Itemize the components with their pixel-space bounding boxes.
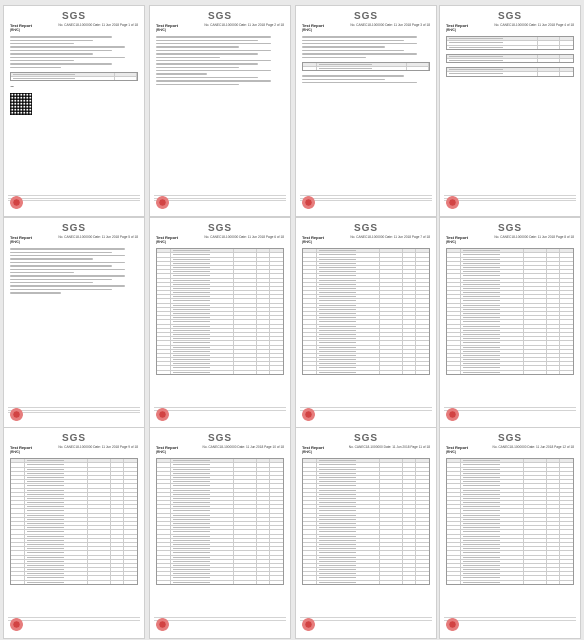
sgs-logo: SGS bbox=[497, 433, 523, 444]
page-meta: No. CANEC18-1000000 Date: 11 Jun 2018 Page 9 of 18 bbox=[58, 445, 138, 449]
results-table bbox=[302, 458, 430, 585]
results-table bbox=[302, 248, 430, 375]
page-meta: No. CANEC18-1000000 Date: 11 Jun 2018 Page 11 of 18 bbox=[348, 445, 430, 449]
sgs-logo: SGS bbox=[353, 223, 379, 234]
seal-stamp bbox=[446, 196, 459, 209]
report-page-10 bbox=[150, 428, 290, 638]
report-page-6 bbox=[150, 218, 290, 428]
page-subtitle: (RH/C) bbox=[446, 239, 456, 244]
page-meta: No. CANEC18-1000000 Date: 11 Jun 2018 Page 2 of 18 bbox=[204, 23, 284, 27]
report-page-11 bbox=[296, 428, 436, 638]
page-title: Test Report bbox=[446, 23, 468, 28]
qr-code bbox=[10, 93, 32, 115]
page-subtitle: (RH/C) bbox=[156, 27, 166, 32]
sgs-logo: SGS bbox=[61, 433, 87, 444]
page-title: Test Report bbox=[302, 445, 324, 450]
page-meta: No. CANEC18-1000000 Date: 11 Jun 2018 Page 6 of 18 bbox=[204, 235, 284, 239]
page-subtitle: (RH/C) bbox=[302, 449, 312, 454]
page-subtitle: (RH/C) bbox=[10, 239, 20, 244]
page-subtitle: (RH/C) bbox=[10, 449, 20, 454]
table-row bbox=[11, 581, 137, 584]
results-table bbox=[156, 248, 284, 375]
report-page-12 bbox=[440, 428, 580, 638]
results-table bbox=[446, 458, 574, 585]
seal-stamp bbox=[302, 408, 315, 421]
sgs-logo: SGS bbox=[207, 11, 233, 22]
seal-stamp bbox=[10, 196, 23, 209]
page-meta: No. CANEC18-1000000 Date: 11 Jun 2018 Page 7 of 18 bbox=[350, 235, 430, 239]
sgs-logo: SGS bbox=[497, 11, 523, 22]
report-page-4 bbox=[440, 6, 580, 216]
page-subtitle: (RH/C) bbox=[156, 449, 166, 454]
report-page-9 bbox=[4, 428, 144, 638]
table-row bbox=[447, 371, 573, 374]
sgs-logo: SGS bbox=[61, 11, 87, 22]
table-row bbox=[157, 581, 283, 584]
page-title: Test Report bbox=[156, 23, 178, 28]
page-meta: No. CANEC18-1000000 Date: 11 Jun 2018 Page 5 of 18 bbox=[58, 235, 138, 239]
table-row bbox=[303, 581, 429, 584]
seal-stamp bbox=[446, 408, 459, 421]
page-meta: No. CANEC18-1000000 Date: 11 Jun 2018 Page 1 of 18 bbox=[58, 23, 138, 27]
page-meta: No. CANEC18-1000000 Date: 11 Jun 2018 Page 4 of 18 bbox=[494, 23, 574, 27]
seal-stamp bbox=[446, 618, 459, 631]
seal-stamp bbox=[156, 618, 169, 631]
sgs-logo: SGS bbox=[353, 433, 379, 444]
seal-stamp bbox=[302, 618, 315, 631]
seal-stamp bbox=[156, 196, 169, 209]
page-title: Test Report bbox=[446, 235, 468, 240]
results-table bbox=[10, 458, 138, 585]
sgs-logo: SGS bbox=[207, 223, 233, 234]
sgs-logo: SGS bbox=[61, 223, 87, 234]
table-row bbox=[303, 371, 429, 374]
signature: ~ bbox=[10, 84, 15, 91]
seal-stamp bbox=[10, 618, 23, 631]
report-page-2 bbox=[150, 6, 290, 216]
page-title: Test Report bbox=[446, 445, 468, 450]
page-subtitle: (RH/C) bbox=[302, 27, 312, 32]
page-subtitle: (RH/C) bbox=[446, 27, 456, 32]
page-title: Test Report bbox=[156, 235, 178, 240]
seal-stamp bbox=[10, 408, 23, 421]
page-meta: No. CANEC18-1000000 Date: 11 Jun 2018 Page 8 of 18 bbox=[494, 235, 574, 239]
page-title: Test Report bbox=[302, 23, 324, 28]
page-title: Test Report bbox=[302, 235, 324, 240]
sgs-logo: SGS bbox=[207, 433, 233, 444]
page-subtitle: (RH/C) bbox=[156, 239, 166, 244]
report-page-7 bbox=[296, 218, 436, 428]
page-subtitle: (RH/C) bbox=[302, 239, 312, 244]
report-page-8 bbox=[440, 218, 580, 428]
page-title: Test Report bbox=[10, 445, 32, 450]
results-table bbox=[156, 458, 284, 585]
page-title: Test Report bbox=[10, 23, 32, 28]
table-row bbox=[157, 371, 283, 374]
page-title: Test Report bbox=[156, 445, 178, 450]
page-meta: No. CANEC18-1000000 Date: 11 Jun 2018 Page 3 of 18 bbox=[350, 23, 430, 27]
results-table bbox=[446, 248, 574, 375]
page-subtitle: (RH/C) bbox=[10, 27, 20, 32]
sgs-logo: SGS bbox=[497, 223, 523, 234]
page-meta: No. CANEC18-1000000 Date: 11 Jun 2018 Page 10 of 18 bbox=[202, 445, 284, 449]
report-page-1 bbox=[4, 6, 144, 216]
seal-stamp bbox=[302, 196, 315, 209]
table-row bbox=[447, 581, 573, 584]
report-page-3 bbox=[296, 6, 436, 216]
page-title: Test Report bbox=[10, 235, 32, 240]
report-page-5 bbox=[4, 218, 144, 428]
seal-stamp bbox=[156, 408, 169, 421]
page-meta: No. CANEC18-1000000 Date: 11 Jun 2018 Page 12 of 18 bbox=[492, 445, 574, 449]
page-subtitle: (RH/C) bbox=[446, 449, 456, 454]
sgs-logo: SGS bbox=[353, 11, 379, 22]
